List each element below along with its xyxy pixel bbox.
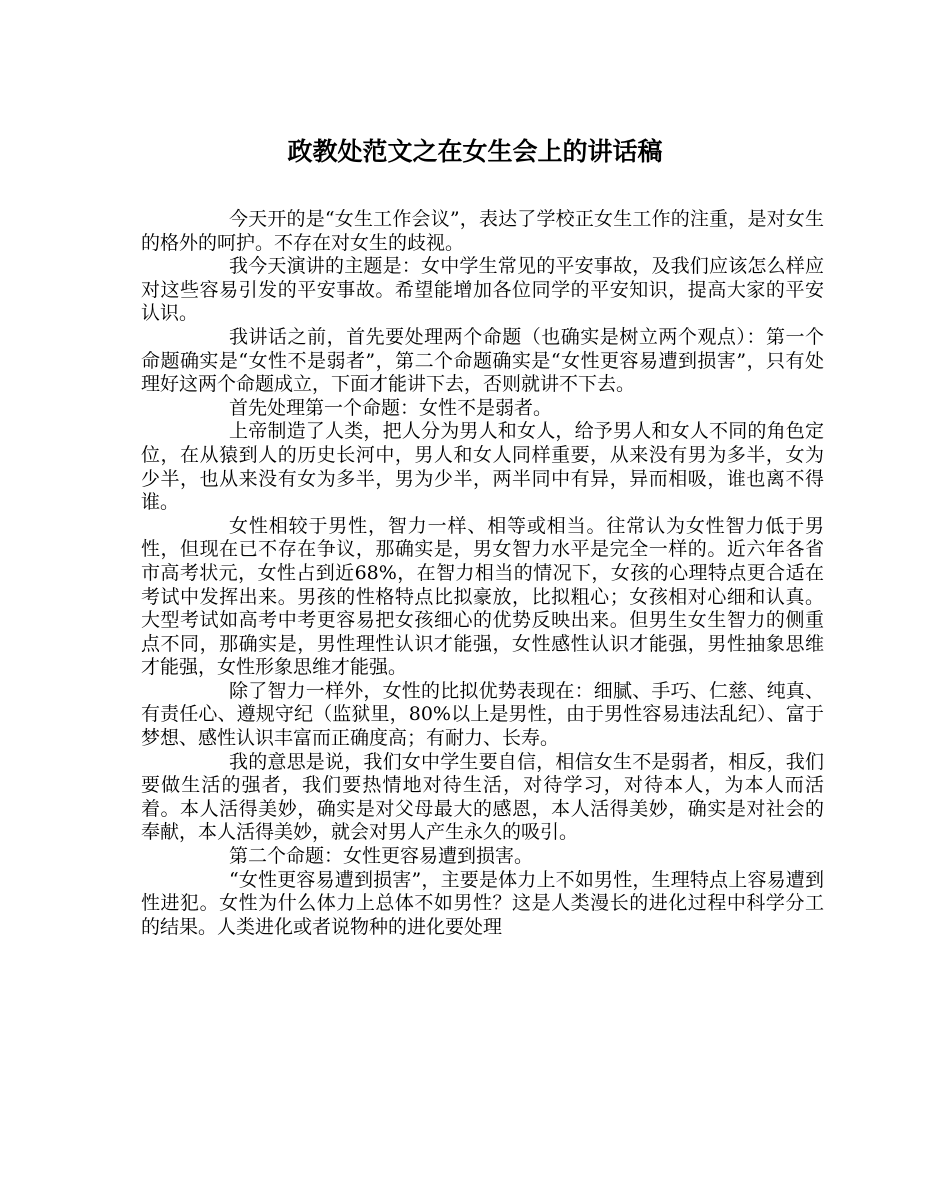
- paragraph: 我今天演讲的主题是：女中学生常见的平安事故，及我们应该怎么样应对这些容易引发的平安事故。希望能增加各位同学的平安知识，提高大家的平安认识。: [141, 255, 824, 325]
- paragraph: 今天开的是“女生工作会议”，表达了学校正女生工作的注重，是对女生的格外的呵护。不存在对女生的歧视。: [141, 208, 824, 254]
- paragraph: 我的意思是说，我们女中学生要自信，相信女生不是弱者，相反，我们要做生活的强者，我们要热情地对待生活，对待学习，对待本人，为本人而活着。本人活得美妙，确实是对父母最大的感恩，本人活得美妙，确实是对社会的奉献，本人活得美妙，就会对男人产生永久的吸引。: [141, 750, 824, 844]
- document-title: 政教处范文之在女生会上的讲话稿: [287, 137, 663, 166]
- paragraph: 首先处理第一个命题：女性不是弱者。: [229, 396, 553, 419]
- paragraph: 我讲话之前，首先要处理两个命题（也确实是树立两个观点）：第一个命题确实是“女性不是弱者”，第二个命题确实是“女性更容易遭到损害”，只有处理好这两个命题成立，下面才能讲下去，否则就讲不下去。: [141, 325, 824, 396]
- paragraph: 女性相较于男性，智力一样、相等或相当。往常认为女性智力低于男性，但现在已不存在争议，那确实是，男女智力水平是完全一样的。近六年各省市高考状元，女性占到近68%，在智力相当的情况下，女孩的心理特点更合适在考试中发挥出来。男孩的性格特点比拟豪放，比拟粗心；女孩相对心细和认真。大型考试如高考中考更容易把女孩细心的优势反映出来。但男生女生智力的侧重点不同，那确实是，男性理性认识才能强，女性感性认识才能强，男性抽象思维才能强，女性形象思维才能强。: [141, 514, 824, 679]
- paragraph: “女性更容易遭到损害”，主要是体力上不如男性，生理特点上容易遭到性进犯。女性为什么体力上总体不如男性？这是人类漫长的进化过程中科学分工的结果。人类进化或者说物种的进化要处理: [141, 868, 824, 938]
- paragraph: 除了智力一样外，女性的比拟优势表现在：细腻、手巧、仁慈、纯真、有责任心、遵规守纪（监狱里，80%以上是男性，由于男性容易违法乱纪）、富于梦想、感性认识丰富而正确度高；有耐力、长寿。: [141, 679, 824, 750]
- paragraph: 第二个命题：女性更容易遭到损害。: [229, 845, 534, 868]
- document-body: [141, 208, 824, 939]
- paragraph: 上帝制造了人类，把人分为男人和女人，给予男人和女人不同的角色定位，在从猿到人的历史长河中，男人和女人同样重要，从来没有男为多半，女为少半，也从来没有女为多半，男为少半，两半同中有异，异而相吸，谁也离不得谁。: [141, 420, 824, 514]
